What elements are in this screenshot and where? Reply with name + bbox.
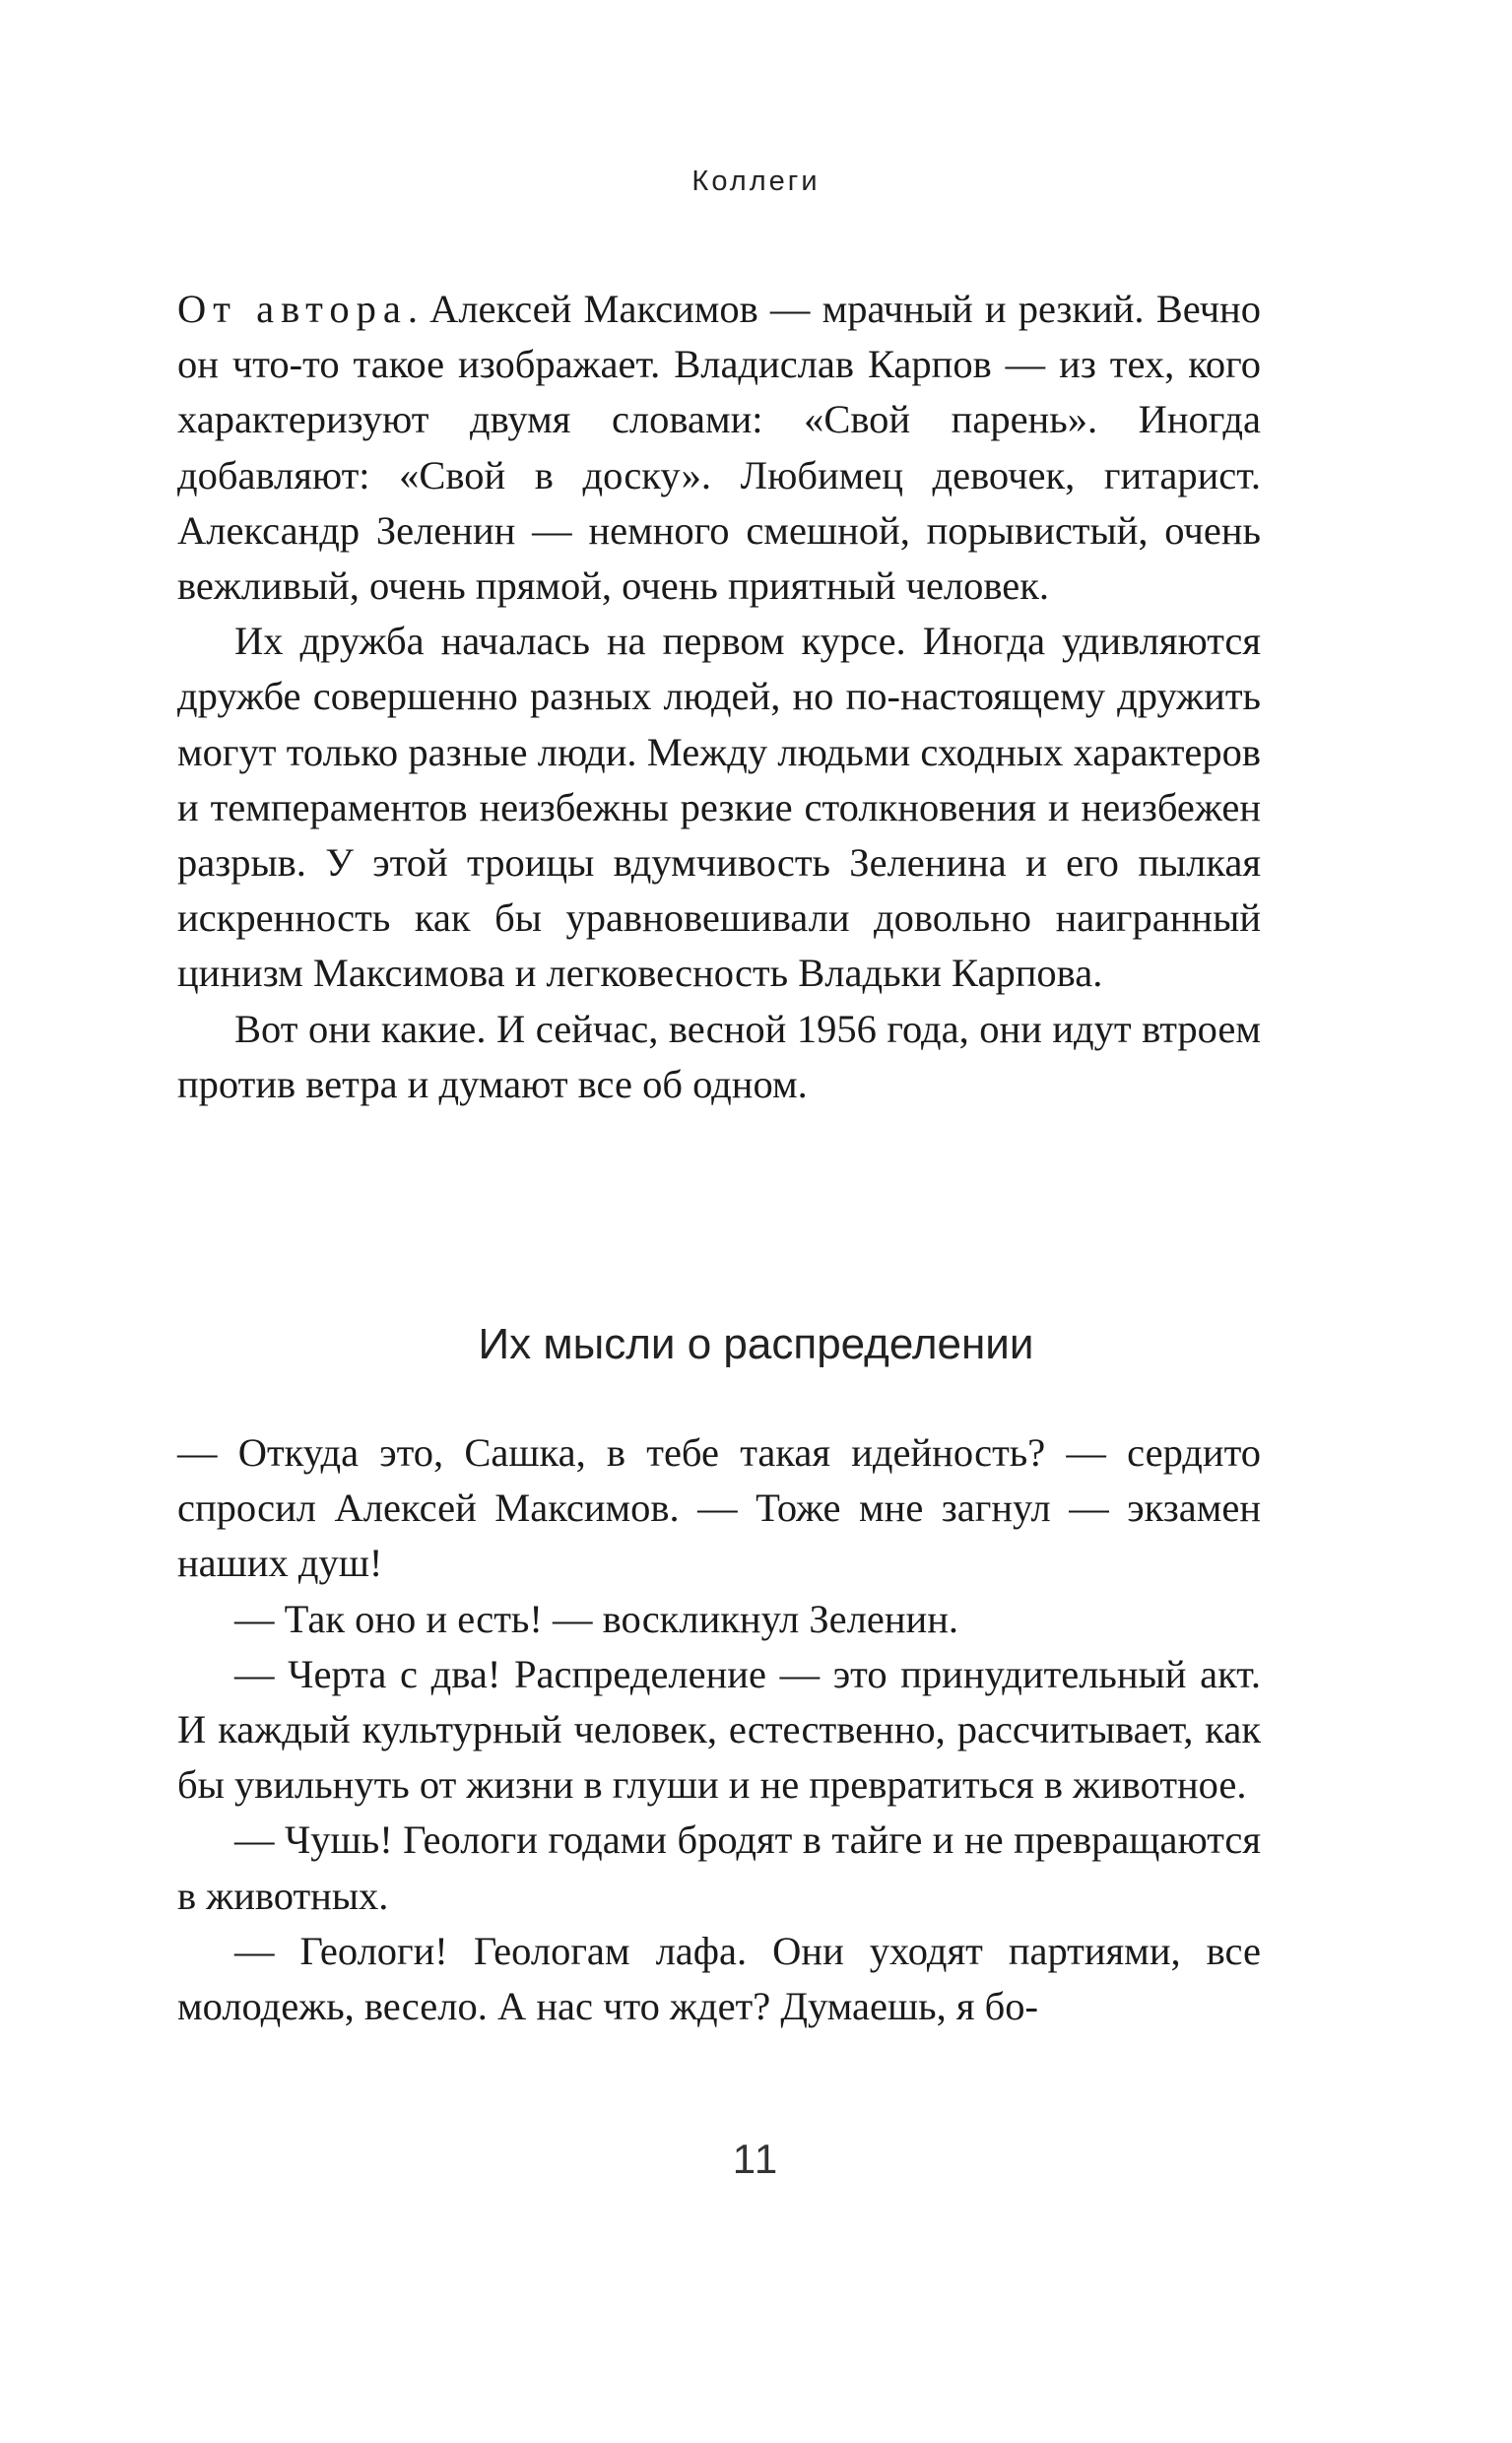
page-number: 11 [732,2136,780,2182]
paragraph: — Чушь! Геологи годами бродят в тайге и не превращаются в животных. [177,1817,1261,1918]
spaced-lead-in: От автора [177,287,408,331]
running-head: Коллеги [691,165,821,197]
text-block-dialogue [177,1425,1261,2034]
paragraph: — Черта с два! Распределение — это принудительный акт. И каждый культурный человек, естественно, рассчитывает, как бы увильнуть от жизни в глуши и не превратиться в животное. [177,1651,1261,1808]
paragraph: Их дружба началась на первом курсе. Иногда удивляются дружбе совершенно разных людей, но по-настоящему дружить могут только разные люди. Между людьми сходных характеров и темпераментов неизбежны резкие столкновения и неизбежен разрыв. У этой троицы вдумчивость Зеленина и его пылкая искренность как бы уравновешивали довольно наигранный цинизм Максимова и легковесность Владьки Карпова. [177,619,1261,996]
paragraph: — Геологи! Геологам лафа. Они уходят партиями, все молодежь, весело. А нас что ждет? Думаешь, я бо- [177,1928,1261,2029]
paragraph-text: . Алексей Максимов — мрачный и резкий. Вечно он что-то такое изображает. Владислав Карпов — из тех, кого характеризуют двумя словами: «Свой парень». Иногда добавляют: «Свой в доску». Любимец девочек, гитарист. Александр Зеленин — немного смешной, порывистый, очень вежливый, очень прямой, очень приятный человек. [177,287,1261,609]
paragraph [177,282,1261,614]
section-title: Их мысли о распределении [478,1320,1034,1368]
paragraph: — Откуда это, Сашка, в тебе такая идейность? — сердито спросил Алексей Максимов. — Тоже мне загнул — экзамен наших душ! [177,1430,1261,1586]
paragraph: Вот они какие. И сейчас, весной 1956 года, они идут втроем против ветра и думают все об одном. [177,1006,1261,1106]
paragraph: — Так оно и есть! — воскликнул Зеленин. [234,1596,958,1641]
text-block-intro [177,282,1261,1112]
